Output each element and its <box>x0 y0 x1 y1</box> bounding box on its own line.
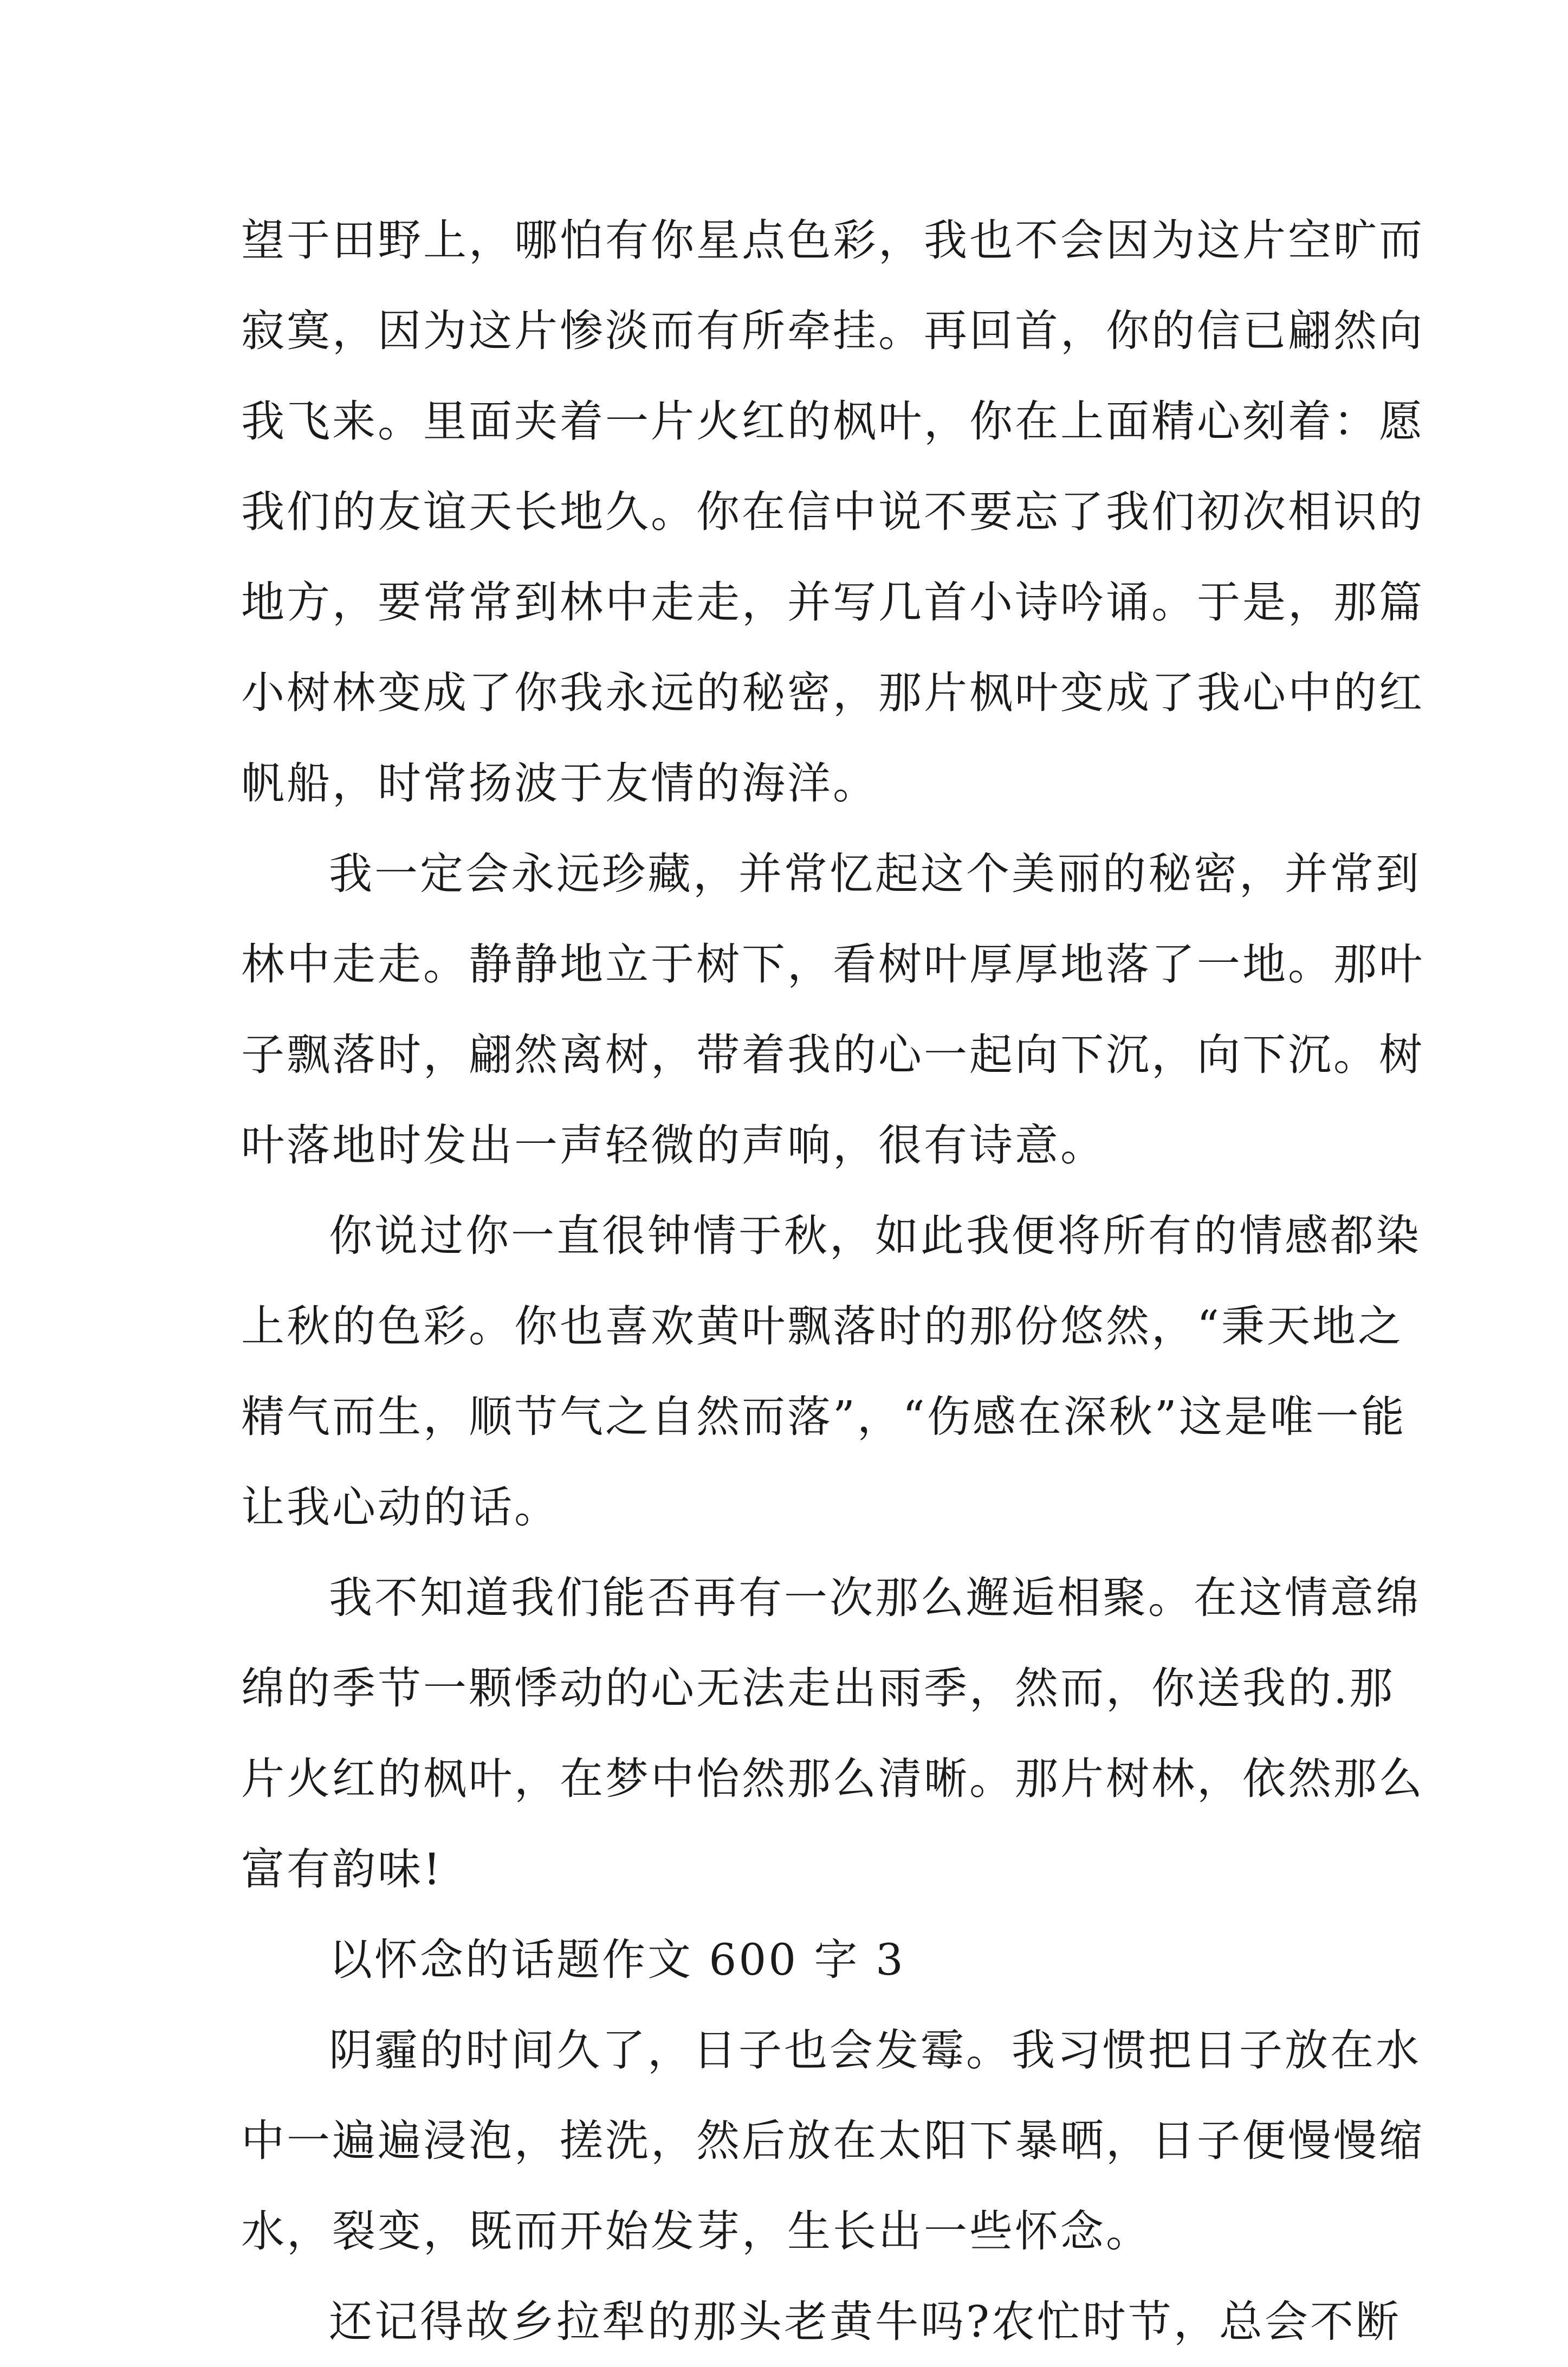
text-line: 精气而生，顺节气之自然而落”，“伤感在深秋”这是唯一能 <box>241 1392 1407 1442</box>
text-line: 子飘落时，翩然离树，带着我的心一起向下沉，向下沉。树 <box>241 1030 1424 1080</box>
text-line: 我们的友谊天长地久。你在信中说不要忘了我们初次相识的 <box>241 487 1424 537</box>
text-line: 还记得故乡拉犁的那头老黄牛吗?农忙时节，总会不断 <box>329 2297 1401 2347</box>
document-body <box>241 195 1424 2367</box>
text-line: 以怀念的话题作文 600 字 3 <box>329 1935 905 1985</box>
paragraph <box>241 1915 1336 2005</box>
text-line: 绵的季节一颗悸动的心无法走出雨季，然而，你送我的.那 <box>241 1663 1395 1713</box>
text-line: 我不知道我们能否再有一次那么邂逅相聚。在这情意绵 <box>329 1573 1421 1623</box>
text-line: 帆船，时常扬波于友情的海洋。 <box>241 758 878 809</box>
text-line: 你说过你一直很钟情于秋，如此我便将所有的情感都染 <box>329 1211 1421 1261</box>
text-line: 我一定会永远珍藏，并常忆起这个美丽的秘密，并常到 <box>329 849 1421 899</box>
paragraph <box>241 2277 1401 2367</box>
text-line: 地方，要常常到林中走走，并写几首小诗吟诵。于是，那篇 <box>241 577 1424 628</box>
paragraph <box>241 2005 1424 2277</box>
text-line: 林中走走。静静地立于树下，看树叶厚厚地落了一地。那叶 <box>241 939 1424 990</box>
text-line: 片火红的枫叶，在梦中怡然那么清晰。那片树林，依然那么 <box>241 1754 1424 1804</box>
paragraph <box>241 1553 1424 1915</box>
text-line: 小树林变成了你我永远的秘密，那片枫叶变成了我心中的红 <box>241 668 1424 718</box>
text-line: 水，裂变，既而开始发芽，生长出一些怀念。 <box>241 2206 1151 2256</box>
text-line: 富有韵味! <box>241 1844 443 1894</box>
text-line: 中一遍遍浸泡，搓洗，然后放在太阳下暴晒，日子便慢慢缩 <box>241 2116 1424 2166</box>
text-line: 望于田野上，哪怕有你星点色彩，我也不会因为这片空旷而 <box>241 215 1424 266</box>
text-line: 让我心动的话。 <box>241 1482 560 1532</box>
text-line: 我飞来。里面夹着一片火红的枫叶，你在上面精心刻着：愿 <box>241 396 1424 447</box>
paragraph <box>241 829 1424 1191</box>
text-line: 阴霾的时间久了，日子也会发霉。我习惯把日子放在水 <box>329 2025 1421 2075</box>
text-line: 寂寞，因为这片惨淡而有所牵挂。再回首，你的信已翩然向 <box>241 306 1424 356</box>
paragraph <box>241 195 1424 829</box>
text-line: 上秋的色彩。你也喜欢黄叶飘落时的那份悠然，“秉天地之 <box>241 1301 1403 1351</box>
paragraph <box>241 1191 1421 1553</box>
text-line: 叶落地时发出一声轻微的声响，很有诗意。 <box>241 1120 1106 1170</box>
